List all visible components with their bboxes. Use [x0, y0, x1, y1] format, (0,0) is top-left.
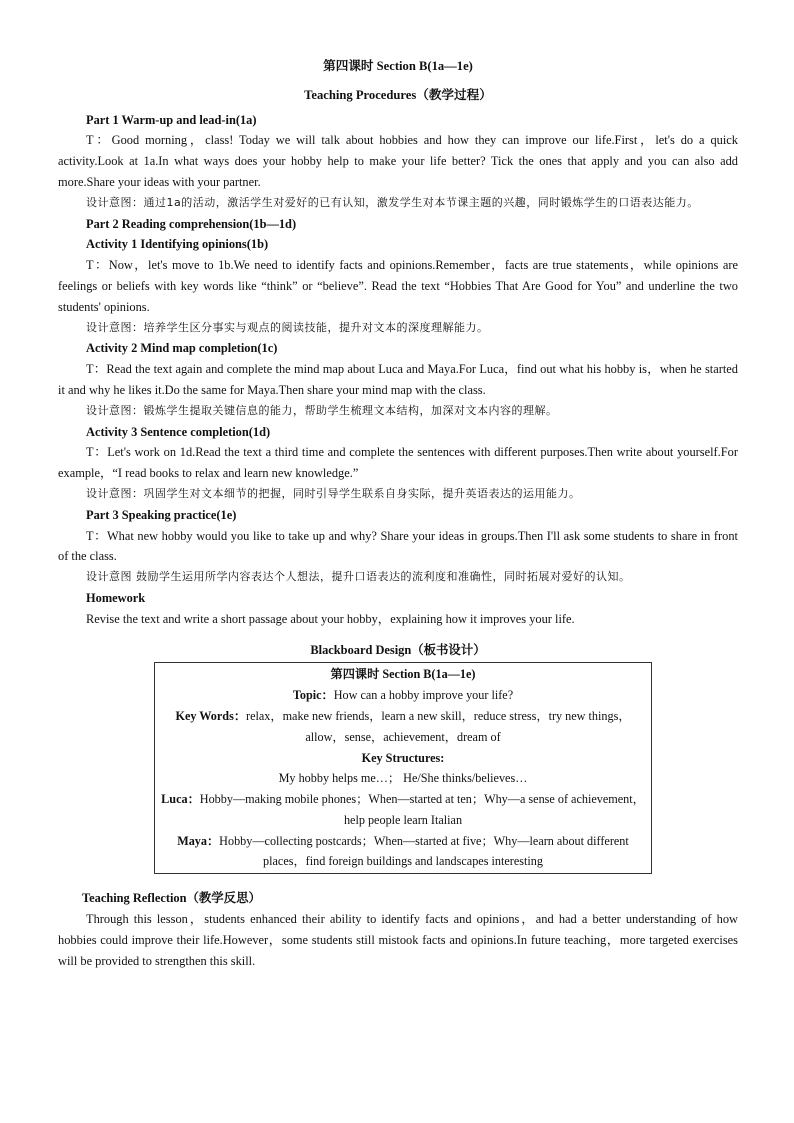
part1-design-intent: 设计意图：通过1a的活动，激活学生对爱好的已有认知，激发学生对本节课主题的兴趣，同时锻炼学生的口语表达能力。 — [86, 195, 699, 209]
board-keywords — [161, 706, 645, 748]
board-topic — [161, 685, 645, 706]
board-maya — [161, 831, 645, 873]
board-title: 第四课时 Section B(1a—1e) — [330, 667, 476, 682]
part3-design-intent: 设计意图 鼓励学生运用所学内容表达个人想法，提升口语表达的流利度和准确性，同时拓展对爱好的认知。 — [86, 570, 631, 584]
part3-heading: Part 3 Speaking practice(1e) — [86, 507, 237, 522]
reflection-text: Through this lesson，students enhanced their ability to identify facts and opinions，and had a better understanding of how hobbies could improve their life.However，some students still mistook facts and opinions.In future teaching，more targeted exercises will be provided to strengthen this skill. — [58, 912, 738, 968]
topic-label: Topic： — [292, 688, 334, 703]
keywords-label: Key Words： — [175, 708, 247, 723]
maya-label: Maya： — [177, 833, 220, 848]
procedures-heading: Teaching Procedures（教学过程） — [304, 87, 492, 102]
blackboard-box — [154, 662, 652, 874]
activity3-heading: Activity 3 Sentence completion(1d) — [86, 424, 271, 439]
structures-text: My hobby helps me…； He/She thinks/believes… — [278, 771, 528, 786]
part1-teacher-text: T：Good morning，class! Today we will talk about hobbies and how they can improve our life.First，let's do a quick activity.Look at 1a.In what ways does your hobby help to make your life better? Tick the ones that apply and you can also add more.Share your ideas with your partner. — [58, 133, 738, 189]
luca-label: Luca： — [161, 792, 200, 807]
activity2-teacher-text: T：Read the text again and complete the mind map about Luca and Maya.For Luca，find out what his hobby is，when he started it and why he likes it.Do the same for Maya.Then share your mind map with the class. — [58, 362, 738, 397]
maya-text: Hobby—collecting postcards；When—started at five；Why—learn about different places，find foreign buildings and landscapes interesting — [219, 833, 629, 869]
part1-heading: Part 1 Warm-up and lead-in(1a) — [86, 112, 257, 127]
board-luca — [161, 789, 645, 831]
blackboard-heading: Blackboard Design（板书设计） — [310, 642, 486, 657]
lesson-plan-page — [58, 56, 738, 971]
activity3-teacher-text: T：Let's work on 1d.Read the text a third time and complete the sentences with different purposes.Then write about yourself.For example，“I read books to relax and learn new knowledge.” — [58, 445, 738, 481]
keywords-text: relax，make new friends，learn a new skill，reduce stress，try new things，allow，sense，achievement，dream of — [246, 708, 631, 744]
activity2-heading: Activity 2 Mind map completion(1c) — [86, 341, 278, 356]
topic-text: How can a hobby improve your life? — [333, 688, 514, 703]
homework-text: Revise the text and write a short passage about your hobby，explaining how it improves your life. — [86, 611, 575, 626]
homework-heading: Homework — [86, 590, 146, 605]
page-title: 第四课时 Section B(1a—1e) — [323, 59, 473, 73]
activity2-design-intent: 设计意图：锻炼学生提取关键信息的能力，帮助学生梳理文本结构，加深对文本内容的理解。 — [86, 403, 558, 417]
activity1-design-intent: 设计意图：培养学生区分事实与观点的阅读技能，提升对文本的深度理解能力。 — [86, 320, 489, 334]
reflection-heading: Teaching Reflection（教学反思） — [82, 891, 261, 906]
activity1-teacher-text: T：Now，let's move to 1b.We need to identify facts and opinions.Remember，facts are true statements，while opinions are feelings or beliefs with key words like “think” or “believe”. Read the text “Hobbies That Are Good for You” and underline the two students' opinions. — [58, 258, 738, 314]
activity1-heading: Activity 1 Identifying opinions(1b) — [86, 237, 269, 252]
activity3-design-intent: 设计意图：巩固学生对文本细节的把握，同时引导学生联系自身实际，提升英语表达的运用能力。 — [86, 486, 581, 500]
luca-text: Hobby—making mobile phones；When—started at ten；Why—a sense of achievement，help people learn Italian — [199, 792, 645, 827]
part3-teacher-text: T：What new hobby would you like to take up and why? Share your ideas in groups.Then I'll ask some students to share in front of the class. — [58, 528, 738, 564]
part2-heading: Part 2 Reading comprehension(1b—1d) — [86, 216, 297, 231]
structures-label: Key Structures: — [361, 750, 445, 765]
